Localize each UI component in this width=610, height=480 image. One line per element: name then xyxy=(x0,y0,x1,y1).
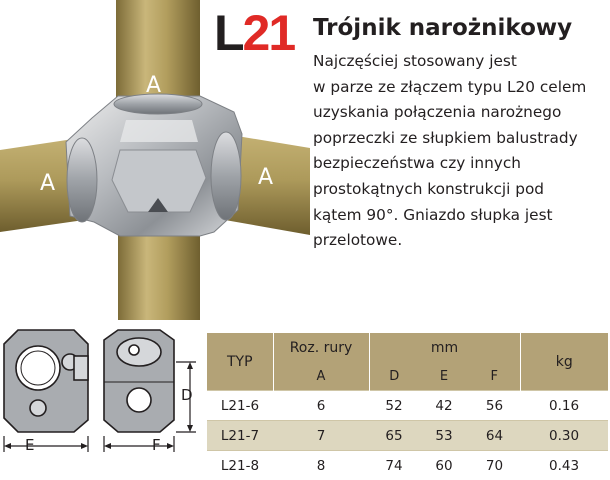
drawing-front-view xyxy=(104,330,174,432)
cell-a: 6 xyxy=(273,391,369,421)
cell-typ: L21-7 xyxy=(207,421,273,451)
product-title: Trójnik narożnikowy xyxy=(313,15,573,41)
description-line: uzyskania połączenia narożnego xyxy=(313,103,562,122)
cell-e: 42 xyxy=(419,391,469,421)
product-code-letter: L xyxy=(214,5,243,61)
fitting-left-collar xyxy=(67,138,97,222)
cell-typ: L21-6 xyxy=(207,391,273,421)
cell-kg: 0.43 xyxy=(520,451,608,480)
cell-a: 8 xyxy=(273,451,369,480)
dimension-f xyxy=(104,436,174,452)
table-row xyxy=(207,421,608,451)
dimension-e-label: E xyxy=(25,436,35,454)
cell-kg: 0.16 xyxy=(520,391,608,421)
drawing-top-view xyxy=(4,330,88,432)
product-code-number: 21 xyxy=(242,5,295,61)
description-line: prostokątnych konstrukcji pod xyxy=(313,179,545,198)
fitting-right-collar xyxy=(211,132,241,220)
cell-f: 56 xyxy=(469,391,520,421)
cell-e: 53 xyxy=(419,421,469,451)
cell-typ: L21-8 xyxy=(207,451,273,480)
col-pipe: Roz. rury xyxy=(273,333,369,362)
col-mm: mm xyxy=(369,333,520,362)
cell-f: 70 xyxy=(469,451,520,480)
cell-d: 74 xyxy=(369,451,419,480)
sub-e: E xyxy=(419,362,469,391)
product-description xyxy=(313,49,605,254)
description-line: w parze ze złączem typu L20 celem xyxy=(313,77,587,96)
photo-label-left: A xyxy=(40,171,56,196)
col-typ: TYP xyxy=(207,333,273,391)
photo-label-right: A xyxy=(258,165,274,190)
sub-a: A xyxy=(273,362,369,391)
spec-table xyxy=(207,333,608,480)
cell-kg: 0.30 xyxy=(520,421,608,451)
technical-drawing xyxy=(0,322,205,480)
sub-d: D xyxy=(369,362,419,391)
cell-a: 7 xyxy=(273,421,369,451)
description-line: poprzeczki ze słupkiem balustrady xyxy=(313,128,578,147)
description-line: przelotowe. xyxy=(313,231,403,250)
photo-label-top: A xyxy=(146,73,162,98)
col-kg: kg xyxy=(520,333,608,391)
sub-f: F xyxy=(469,362,520,391)
dimension-d-label: D xyxy=(181,386,193,404)
dimension-e xyxy=(4,436,88,452)
fitting-highlight xyxy=(120,120,198,142)
description-line: kątem 90°. Gniazdo słupka jest xyxy=(313,205,553,224)
description-line: Najczęściej stosowany jest xyxy=(313,52,517,70)
cell-e: 60 xyxy=(419,451,469,480)
table-row xyxy=(207,451,608,480)
cell-f: 64 xyxy=(469,421,520,451)
description-line: bezpieczeństwa czy innych xyxy=(313,154,521,173)
dimension-f-label: F xyxy=(152,436,161,454)
cell-d: 65 xyxy=(369,421,419,451)
cell-d: 52 xyxy=(369,391,419,421)
product-code xyxy=(214,6,294,60)
table-row xyxy=(207,391,608,421)
